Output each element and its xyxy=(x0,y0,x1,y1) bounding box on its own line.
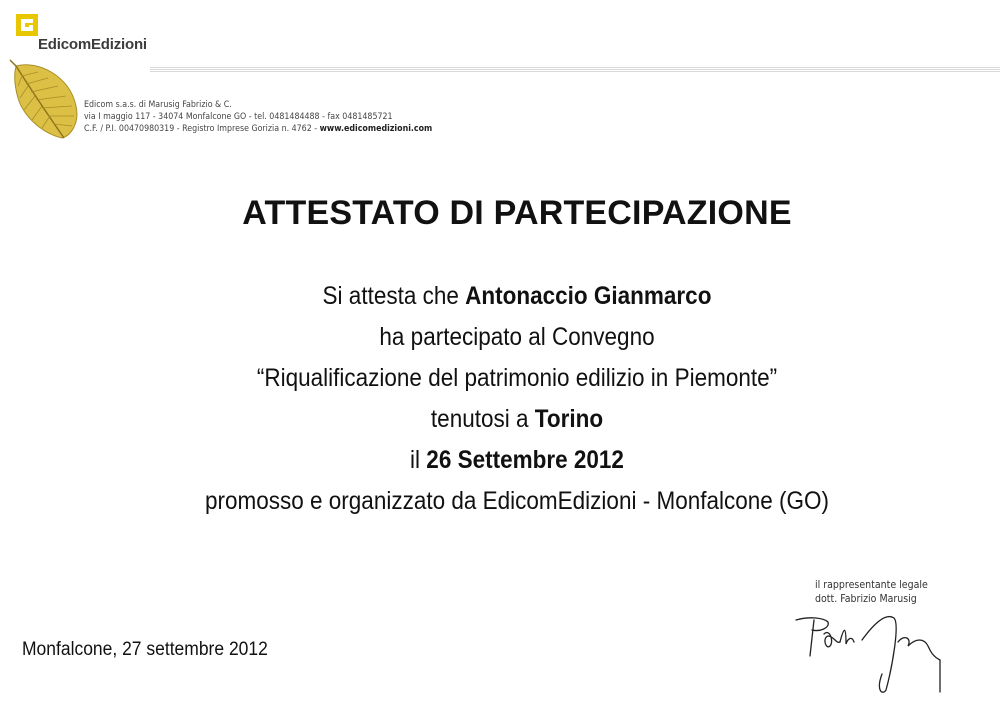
certificate-body xyxy=(0,280,1000,526)
edicom-logo-icon xyxy=(16,14,38,36)
participant-name: Antonaccio Gianmarco xyxy=(465,282,712,310)
event-city: Torino xyxy=(534,405,604,433)
participation-line: ha partecipato al Convegno xyxy=(379,323,655,351)
event-date: 26 Settembre 2012 xyxy=(426,446,624,474)
event-title: “Riqualificazione del patrimonio edilizio in Piemonte” xyxy=(256,364,778,392)
company-info xyxy=(84,99,432,135)
company-address: via I maggio 117 - 34074 Monfalcone GO - tel. 0481484488 - fax 0481485721 xyxy=(84,112,393,122)
company-website: www.edicomedizioni.com xyxy=(319,124,433,134)
representative-name: dott. Fabrizio Marusig xyxy=(815,593,917,605)
company-registry: C.F. / P.I. 00470980319 - Registro Imprese Gorizia n. 4762 - www.edicomedizioni.com xyxy=(84,124,433,134)
header-rule xyxy=(150,67,1000,73)
signature-icon xyxy=(790,608,950,698)
attestation-line: Si attesta che Antonaccio Gianmarco xyxy=(322,282,712,310)
organizer-line: promosso e organizzato da EdicomEdizioni - Monfalcone (GO) xyxy=(204,487,830,515)
brand-name: EdicomEdizioni xyxy=(38,36,147,53)
location-line: tenutosi a Torino xyxy=(430,405,604,433)
representative-role: il rappresentante legale xyxy=(815,579,928,591)
date-line: il 26 Settembre 2012 xyxy=(410,446,624,474)
leaf-icon xyxy=(8,58,82,140)
certificate-title: ATTESTATO DI PARTECIPAZIONE xyxy=(242,194,792,232)
company-name: Edicom s.a.s. di Marusig Fabrizio & C. xyxy=(84,100,232,110)
place-and-date: Monfalcone, 27 settembre 2012 xyxy=(22,639,268,660)
representative-block xyxy=(815,578,928,606)
